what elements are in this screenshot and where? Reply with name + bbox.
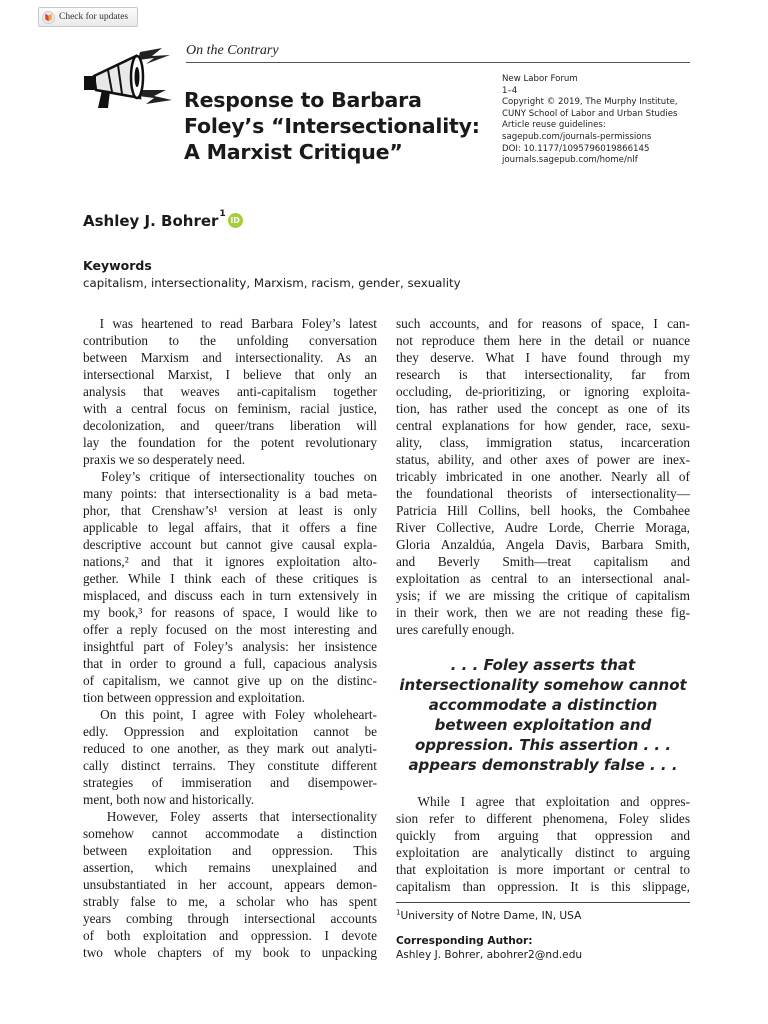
affiliation-mark: 1 — [396, 908, 401, 917]
text-line: While I agree that exploitation and oppres- — [396, 794, 690, 809]
text-line: of capitalism, we cannot give up on the distinc- — [83, 673, 377, 688]
pull-quote-line: between exploitation and — [434, 716, 652, 734]
page-range: 1–4 — [502, 85, 518, 96]
journal-name: New Labor Forum — [502, 74, 578, 84]
text-line: that in order to ground a full, capacious analysis — [83, 656, 377, 671]
text-line: quickly from arguing that oppression and — [396, 828, 690, 843]
megaphone-icon — [80, 46, 180, 116]
pull-quote-line: accommodate a distinction — [428, 696, 658, 714]
author-line — [83, 209, 243, 230]
text-line: However, Foley asserts that intersectionality — [83, 809, 377, 824]
title-line: Response to Barbara — [184, 88, 422, 112]
journal-home-link[interactable]: journals.sagepub.com/home/nlf — [502, 155, 638, 166]
text-line: sion refer to different phenomena, Foley slides — [396, 811, 690, 826]
text-line: ment, both now and historically. — [83, 792, 255, 807]
doi-link[interactable]: DOI: 10.1177/1095796019866145 — [502, 143, 650, 154]
text-line: applicable to legal affairs, that it offers a fine — [83, 520, 377, 535]
body-column-right-bottom — [396, 793, 690, 895]
copyright-line: CUNY School of Labor and Urban Studies — [502, 108, 678, 119]
text-line: assertion, which remains unexplained and — [83, 860, 377, 875]
text-line: Patricia Hill Collins, bell hooks, the Combahee — [396, 503, 690, 518]
text-line: exploitation as central to an intersectional anal- — [396, 571, 690, 586]
orcid-icon[interactable]: iD — [228, 213, 243, 228]
pull-quote-line: . . . Foley asserts that — [450, 656, 636, 674]
keywords-heading: Keywords — [83, 258, 152, 273]
text-line: they deserve. What I have found through my — [396, 350, 690, 365]
affiliation-text: University of Notre Dame, IN, USA — [400, 910, 582, 922]
text-line: cally distinct terrains. They constitute different — [83, 758, 377, 773]
text-line: ality, class, immigration status, incarceration — [396, 435, 690, 450]
article-title — [184, 87, 504, 165]
text-line: strably false to me, a scholar who has spent — [83, 894, 377, 909]
text-line: gether. While I think each of these critiques is — [83, 571, 377, 586]
title-line: A Marxist Critique” — [184, 140, 403, 164]
corresponding-author-heading: Corresponding Author: — [396, 935, 533, 947]
pull-quote-line: oppression. This assertion . . . — [414, 736, 672, 754]
text-line: in their work, then we are not reading these fig- — [396, 605, 690, 620]
text-line: many points: that intersectionality is a bad meta- — [83, 486, 377, 501]
text-line: ures carefully enough. — [396, 622, 515, 637]
text-line: offer a reply focused on the most interesting and — [83, 622, 377, 637]
text-line: strategies of immiseration and disempower- — [83, 775, 377, 790]
author-name: Ashley J. Bohrer — [83, 212, 219, 230]
check-for-updates-button[interactable] — [38, 7, 138, 27]
author-affil-mark: 1 — [219, 209, 226, 219]
text-line: nations,² and that it ignores exploitation alto- — [83, 554, 377, 569]
text-line: tricably imbricated in one another. Nearly all of — [396, 469, 690, 484]
pull-quote — [396, 655, 690, 775]
text-line: the foundational theorists of intersectionality— — [396, 486, 690, 501]
text-line: River Collective, Audre Lorde, Cherrie Moraga, — [396, 520, 690, 535]
text-line: ysis; if we are missing the critique of capitalism — [396, 588, 690, 603]
affiliation — [396, 910, 581, 922]
text-line: praxis we so desperately need. — [83, 452, 246, 467]
copyright-line: Copyright © 2019, The Murphy Institute, — [502, 97, 678, 108]
text-line: unsubstantiated in her account, appears demon- — [83, 877, 377, 892]
text-line: not reproduce them here in the detail or nuance — [396, 333, 690, 348]
corresponding-author-text[interactable]: Ashley J. Bohrer, abohrer2@nd.edu — [396, 949, 583, 961]
text-line: years combing through intersectional accounts — [83, 911, 377, 926]
text-line: exploitation are analytically distinct to arguing — [396, 845, 690, 860]
footnote-rule — [396, 902, 690, 903]
section-label: On the Contrary — [186, 43, 279, 58]
text-line: my book,³ for reasons of space, I would like to — [83, 605, 377, 620]
text-line: between exploitation and oppression. This — [83, 843, 377, 858]
permissions-link[interactable]: sagepub.com/journals-permissions — [502, 131, 652, 142]
text-line: occluding, de-prioritizing, or ignoring exploita- — [396, 384, 690, 399]
text-line: two whole chapters of my book to unpacking — [83, 945, 377, 960]
text-line: analysis that weaves anti-capitalism together — [83, 384, 377, 399]
text-line: decolonization, and queer/trans liberation will — [83, 418, 377, 433]
text-line: misplaced, and discuss each in turn extensively in — [83, 588, 377, 603]
text-line: I was heartened to read Barbara Foley’s latest — [83, 316, 377, 331]
text-line: central explanations for how gender, race, sexu- — [396, 418, 690, 433]
text-line: that exploitation is more important or central to — [396, 862, 690, 877]
text-line: tion, has rather used the concept as one of its — [396, 401, 690, 416]
crossmark-icon — [42, 11, 55, 24]
text-line: edly. Oppression and exploitation cannot be — [83, 724, 377, 739]
text-line: capitalism than oppression. It is this slippage, — [396, 879, 690, 894]
text-line: reduced to one another, as they mark out analyti- — [83, 741, 377, 756]
text-line: lay the foundation for the potent revolutionary — [83, 435, 377, 450]
header-rule — [186, 62, 690, 63]
text-line: with a central focus on feminism, racial justice, — [83, 401, 377, 416]
text-line: phor, that Crenshaw’s¹ version at least is only — [83, 503, 377, 518]
text-line: tion between oppression and exploitation. — [83, 690, 305, 705]
text-line: Foley’s critique of intersectionality touches on — [83, 469, 377, 484]
text-line: status, ability, and other axes of power are inex- — [396, 452, 690, 467]
body-column-left — [83, 315, 377, 961]
text-line: contribution to the unfolding conversation — [83, 333, 377, 348]
body-column-right-top — [396, 315, 690, 638]
text-line: between Marxism and intersectionality. As an — [83, 350, 377, 365]
keywords-list: capitalism, intersectionality, Marxism, racism, gender, sexuality — [83, 276, 461, 290]
reuse-label: Article reuse guidelines: — [502, 120, 606, 131]
check-for-updates-label: Check for updates — [59, 12, 129, 22]
pull-quote-line: appears demonstrably false . . . — [408, 756, 678, 774]
text-line: of both exploitation and oppression. I devote — [83, 928, 377, 943]
text-line: descriptive account but cannot give causal expla- — [83, 537, 377, 552]
text-line: Gloria Anzaldúa, Angela Davis, Barbara Smith, — [396, 537, 690, 552]
text-line: intersectional Marxist, I believe that only an — [83, 367, 377, 382]
text-line: somehow cannot accommodate a distinction — [83, 826, 377, 841]
text-line: research is that intersectionality, far from — [396, 367, 690, 382]
text-line: and Beverly Smith—treat capitalism and — [396, 554, 690, 569]
text-line: such accounts, and for reasons of space, I can- — [396, 316, 690, 331]
title-line: Foley’s “Intersectionality: — [184, 114, 480, 138]
pull-quote-line: intersectionality somehow cannot — [399, 676, 687, 694]
publication-info — [502, 74, 702, 167]
text-line: insightful part of Foley’s analysis: her insistence — [83, 639, 377, 654]
text-line: On this point, I agree with Foley wholeheart- — [83, 707, 377, 722]
